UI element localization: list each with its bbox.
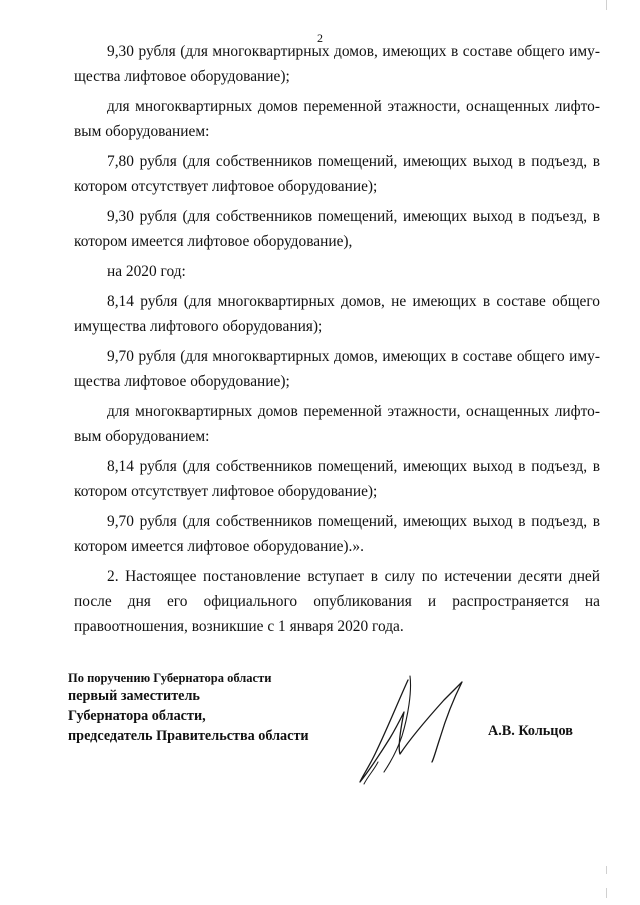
page-number: 2	[317, 31, 323, 45]
paragraph: 8,14 рубля (для собственников помещений, имеющих выход в подъезд, в котором отсутствует лифтовое оборудование);	[74, 458, 600, 500]
paragraph: 8,14 рубля (для многоквартирных домов, не имеющих в составе общего имущества лифтового оборудования);	[74, 293, 600, 335]
signature-position-line: первый заместитель	[68, 688, 200, 704]
paragraph: 9,70 рубля (для многоквартирных домов, имеющих в составе общего имущества лифтовое оборудование);	[74, 348, 600, 390]
paragraph-year-heading: на 2020 год:	[107, 263, 186, 280]
signature-authority-line: По поручению Губернатора области	[68, 671, 272, 685]
document-body	[74, 39, 600, 644]
scan-edge-mark	[606, 0, 607, 10]
paragraph-effective-date: 2. Настоящее постановление вступает в силу по истечении десяти дней после дня его официального опубликования и распространяется на правоотношения, возникшие с 1 января 2020 года.	[74, 568, 600, 635]
paragraph: 9,30 рубля (для собственников помещений, имеющих выход в подъезд, в котором имеется лифтовое оборудование),	[74, 208, 600, 250]
handwritten-signature	[348, 672, 476, 787]
signature-position-line: председатель Правительства области	[68, 728, 309, 744]
paragraph: для многоквартирных домов переменной этажности, оснащенных лифтовым оборудованием:	[74, 403, 600, 445]
signer-name: А.В. Кольцов	[488, 723, 573, 739]
signature-position-line: Губернатора области,	[68, 708, 206, 724]
paragraph: 9,70 рубля (для собственников помещений, имеющих выход в подъезд, в котором имеется лифтовое оборудование).».	[74, 513, 600, 555]
paragraph: 9,30 рубля (для многоквартирных домов, имеющих в составе общего имущества лифтовое оборудование);	[74, 43, 600, 85]
scan-edge-mark	[606, 866, 607, 874]
paragraph: 7,80 рубля (для собственников помещений, имеющих выход в подъезд, в котором отсутствует лифтовое оборудование);	[74, 153, 600, 195]
paragraph: для многоквартирных домов переменной этажности, оснащенных лифтовым оборудованием:	[74, 98, 600, 140]
scan-edge-mark	[606, 888, 607, 898]
